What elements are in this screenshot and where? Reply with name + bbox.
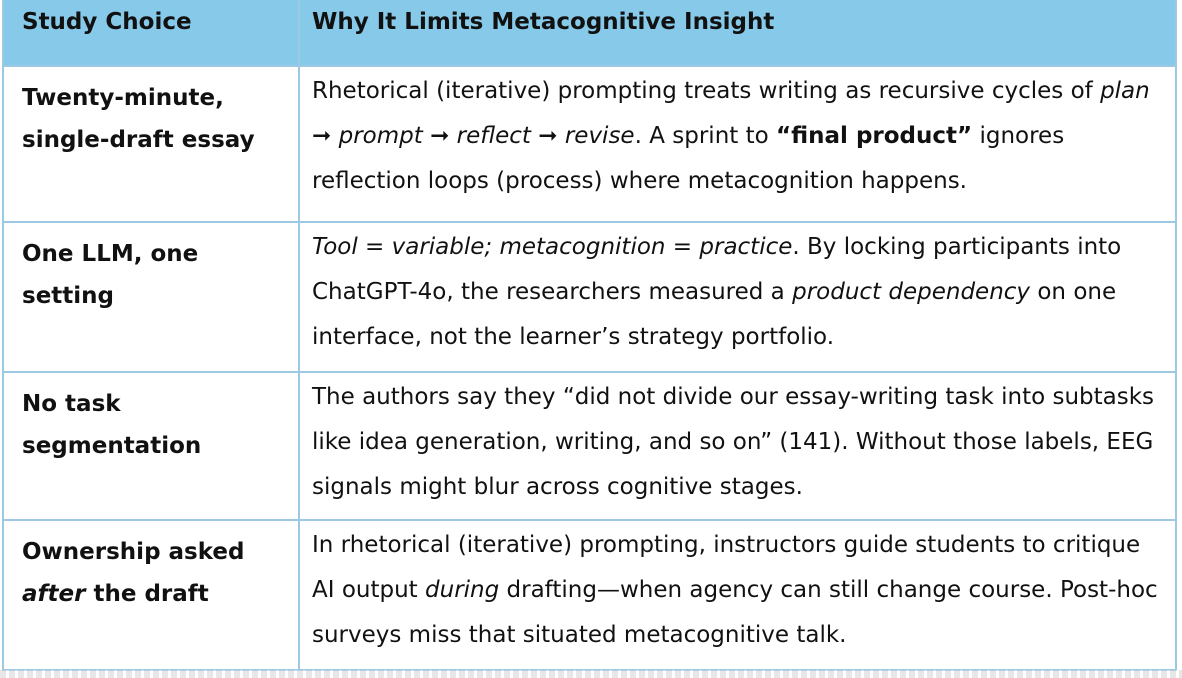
revise-term: revise [564,123,635,149]
explanation-text: drafting—when agency can still change course. Post-hoc surveys miss that situated metacognitive talk. [312,577,1158,648]
study-choice-cell: Twenty-minute, single-draft essay [3,66,299,222]
table-row [3,222,1176,372]
italic-lead: Tool = variable; metacognition = practice [312,234,793,260]
explanation-text: . A sprint to [634,123,776,149]
italic-term: during [425,577,500,603]
arrow-icon: ➞ [312,123,332,149]
explanation-cell [299,222,1176,372]
header-why-it-limits: Why It Limits Metacognitive Insight [299,0,1176,66]
study-choice-cell [3,520,299,670]
prompt-term: prompt [338,123,423,149]
plan-term: plan [1100,78,1150,104]
study-choice-text: Ownership asked [22,539,245,565]
explanation-text: . By locking participants into ChatGPT-4o, the researchers measured a [312,234,1122,305]
explanation-cell [299,520,1176,670]
explanation-cell: The authors say they “did not divide our essay-writing task into subtasks like idea generation, writing, and so on” (141). Without those labels, EEG signals might blur across cognitive stages. [299,372,1176,520]
table-row [3,520,1176,670]
explanation-text: on one interface, not the learner’s strategy portfolio. [312,279,1117,350]
table-row [3,66,1176,222]
explanation-cell [299,66,1176,222]
table-row [3,372,1176,520]
header-study-choice: Study Choice [3,0,299,66]
explanation-text: In rhetorical (iterative) prompting, instructors guide students to critique AI output [312,532,1141,603]
italic-term: after [22,581,86,607]
explanation-text: Rhetorical (iterative) prompting treats writing as recursive cycles of [312,78,1101,104]
italic-term: product dependency [792,279,1031,305]
table-header-row [3,0,1176,66]
reflect-term: reflect [456,123,531,149]
arrow-icon: ➞ [430,123,450,149]
cropped-text-line [0,670,1182,678]
final-product-phrase: “final product” [776,123,973,149]
study-choice-cell: No task segmentation [3,372,299,520]
arrow-icon: ➞ [538,123,558,149]
study-choice-text: the draft [85,581,209,607]
study-choices-table [2,0,1177,671]
explanation-text: ignores reflection loops (process) where metacognition happens. [312,123,1065,194]
study-choice-cell: One LLM, one setting [3,222,299,372]
